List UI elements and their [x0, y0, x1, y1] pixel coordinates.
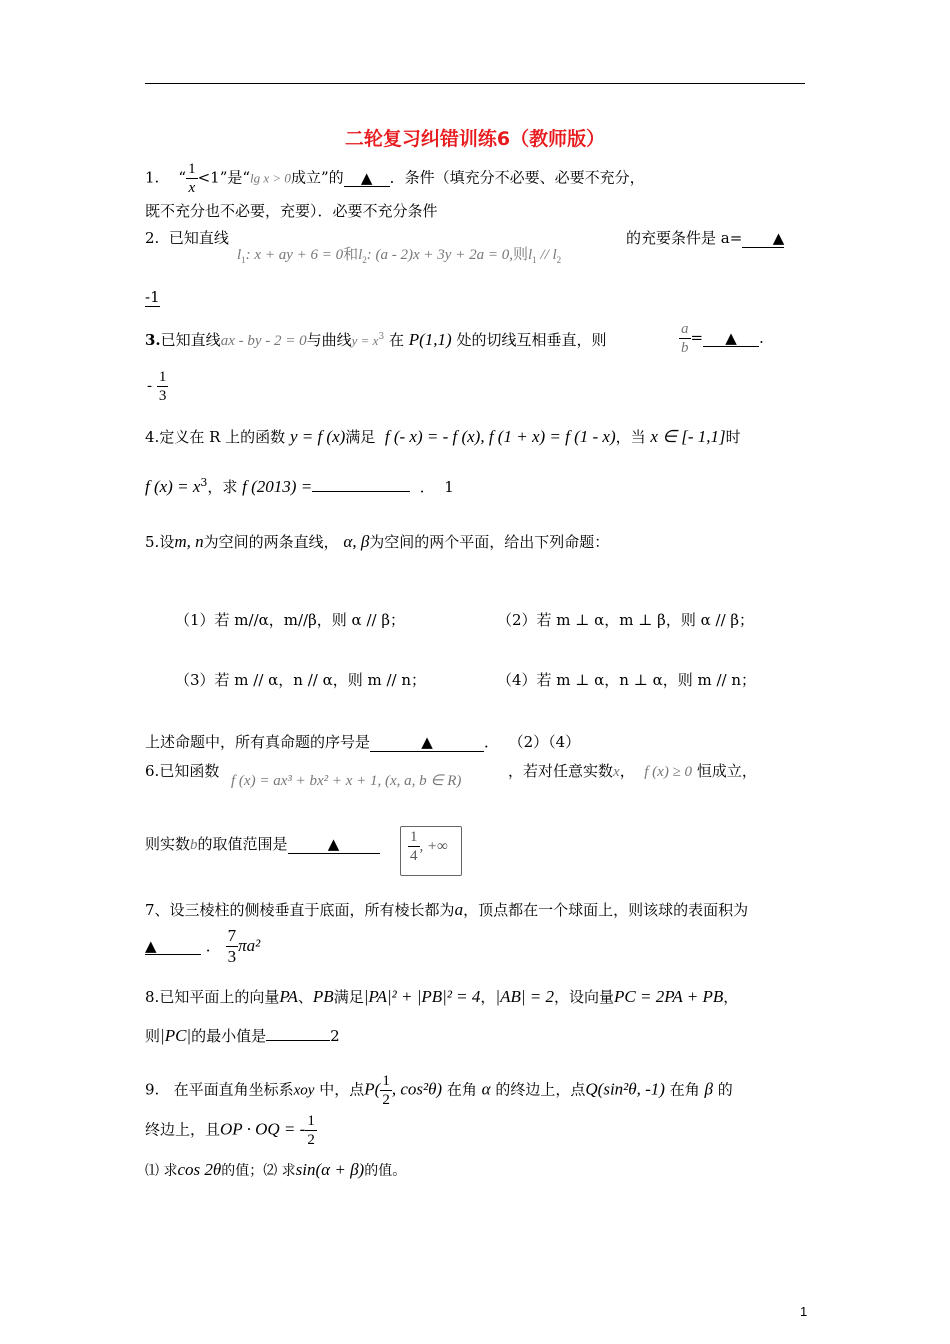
- proposition-1: （1）若 m//α，m//β，则 α // β；: [175, 611, 405, 629]
- answer-blank: ▲: [703, 330, 759, 348]
- question-7: 7、设三棱柱的侧棱垂直于底面，所有棱长都为a，顶点都在一个球面上，则该球的表面积为: [145, 900, 749, 919]
- question-6-answer: $\frac{1}{4}$ , +∞: [410, 829, 448, 864]
- question-5-summary: 上述命题中，所有真命题的序号是 ▲ ． （2）（4）: [145, 733, 581, 751]
- question-2-answer: -1: [145, 288, 160, 306]
- question-2-ask: 的充要条件是 a= ▲: [626, 229, 785, 247]
- question-1-line-2: 既不充分也不必要，充要）．必要不充分条件: [145, 202, 438, 220]
- answer-blank: ▲: [145, 938, 201, 956]
- answer-blank: ▲: [742, 230, 784, 248]
- question-9-parts: ⑴ 求cos 2θ的值；⑵ 求sin(α + β)的值。: [145, 1160, 407, 1179]
- proposition-3: （3）若 m // α，n // α，则 m // n；: [175, 671, 427, 689]
- question-2-condition: $l_1$: x + ay + 6 = 0和$l_2$: (a - 2)x + 3y + 2a = 0,则$l_1 // l_2$: [237, 247, 562, 265]
- question-1: 1. “ $\frac{1}{x}$ <1”是“lg x > 0成立”的 ▲ ．条件（填充分不必要、必要不充分，: [145, 161, 645, 196]
- page-number: 1: [800, 1304, 808, 1319]
- answer-blank: [312, 491, 410, 492]
- question-6-function: f (x) = ax³ + bx² + x + 1, (x, a, b ∈ R): [231, 773, 462, 789]
- answer-fraction: $\frac{1}{3}$: [158, 369, 167, 404]
- proposition-2: （2）若 m ⊥ α，m ⊥ β，则 α // β；: [497, 611, 755, 629]
- question-4-line-2: f $(x) = x^3$，求 f (2013) = ． 1: [145, 476, 454, 496]
- question-9-line-2: 终边上，且OP · OQ = - $\frac{1}{2}$: [145, 1113, 315, 1148]
- question-7-answer: ▲ ． $\frac{7}{3}$ πa²: [145, 926, 261, 967]
- question-6: 6.已知函数: [145, 762, 220, 780]
- question-8-line-2: 则|PC|的最小值是 2: [145, 1026, 340, 1045]
- question-5: 5.设m, n为空间的两条直线， α, β为空间的两个平面，给出下列命题：: [145, 532, 610, 551]
- question-6-line-2: 则实数b的取值范围是 ▲: [145, 835, 380, 854]
- fraction-1-over-x: $\frac{1}{x}$: [188, 161, 196, 196]
- question-6-condition: ，若对任意实数x， f (x) ≥ 0 恒成立，: [508, 762, 757, 780]
- question-3-answer: - $\frac{1}{3}$: [147, 369, 167, 404]
- question-3: 3.已知直线ax - by - 2 = 0与曲线$y = x^3$ 在 P(1,1) 处的切线互相垂直，则: [145, 330, 607, 349]
- question-9: 9. 在平面直角坐标系xoy 中，点P( $\frac{1}{2}$ , cos²θ) 在角 α 的终边上，点Q(sin²θ, -1) 在角 β 的: [145, 1073, 733, 1108]
- page-title: 二轮复习纠错训练6（教师版）: [344, 128, 606, 150]
- proposition-4: （4）若 m ⊥ α，n ⊥ α，则 m // n；: [497, 671, 757, 689]
- header-rule: [145, 83, 805, 84]
- answer-blank: [266, 1040, 330, 1041]
- answer-blank: ▲: [344, 170, 390, 188]
- question-8: 8.已知平面上的向量PA、PB满足|PA|² + |PB|² = 4，|AB| = 2，设向量PC = 2PA + PB，: [145, 987, 739, 1006]
- answer-blank: ▲: [288, 836, 380, 854]
- question-3-fraction: $\frac{a}{b}$ = ▲ ．: [681, 321, 775, 356]
- fraction-a-over-b: $\frac{a}{b}$: [681, 321, 689, 356]
- question-4: 4.定义在 R 上的函数 y = f (x)满足 f (- x) = - f (x), f (1 + x) = f (1 - x)，当 x ∈ [- 1,1]时: [145, 427, 741, 446]
- answer-blank: ▲: [370, 734, 484, 752]
- question-2: 2. 已知直线: [145, 229, 229, 247]
